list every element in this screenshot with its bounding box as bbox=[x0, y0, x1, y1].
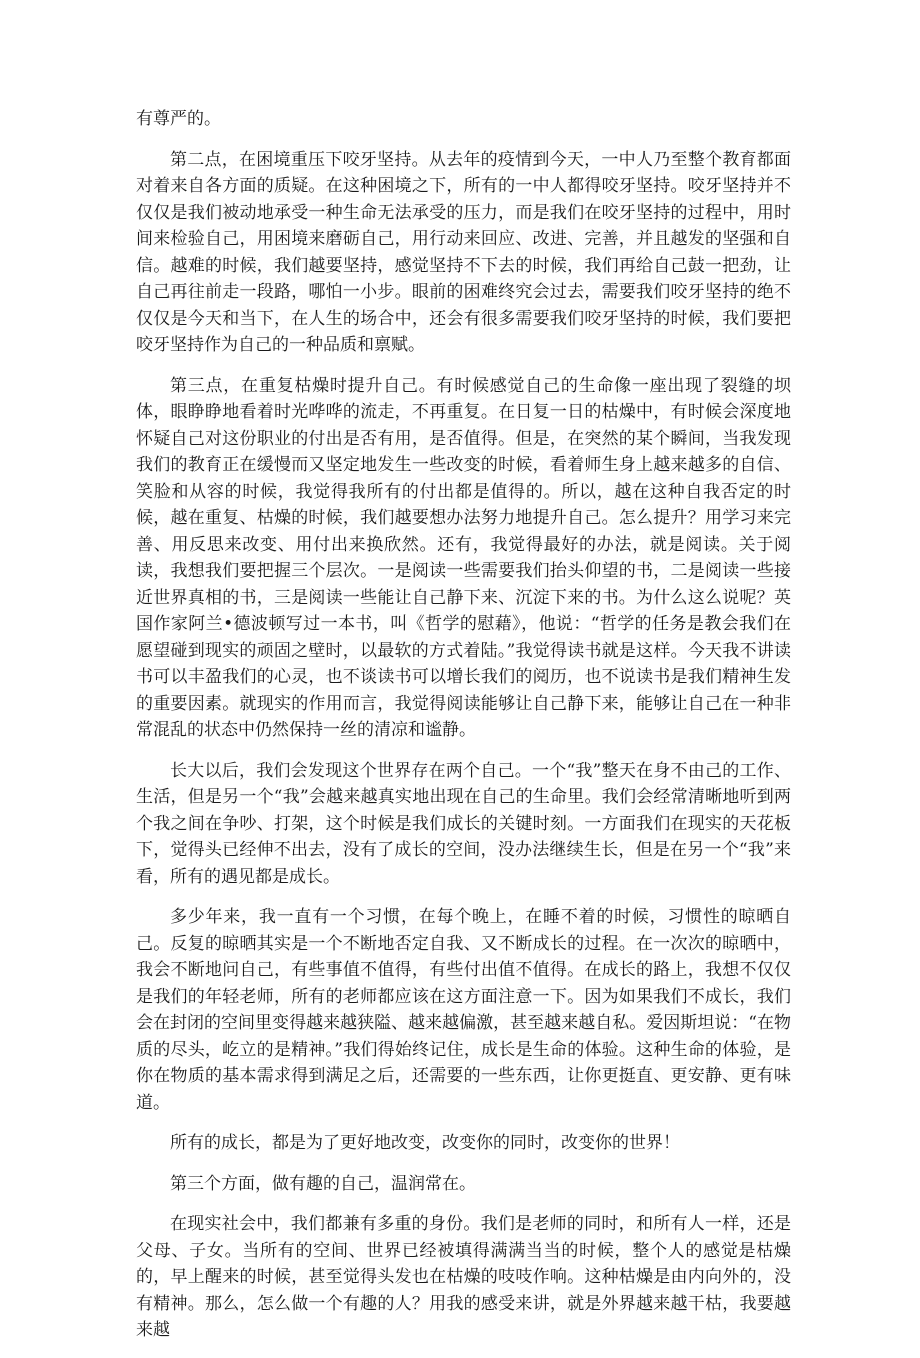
paragraph-continuation: 有尊严的。 bbox=[136, 109, 221, 129]
paragraph-two-selves: 长大以后，我们会发现这个世界存在两个自己。一个“我”整天在身不由己的工作、生活，但是另一个“我”会越来越真实地出现在自己的生命里。我们会经常清晰地听到两个我之间在争吵、打架，这个时候是我们成长的关键时刻。一方面我们在现实的天花板下，觉得头已经伸不出去，没有了成长的空间，没办法继续生长，但是在另一个“我”来看，所有的遇见都是成长。 bbox=[136, 760, 791, 887]
paragraph-persistence: 第二点，在困境重压下咬牙坚持。从去年的疫情到今天，一中人乃至整个教育都面对着来自各方面的质疑。在这种困境之下，所有的一中人都得咬牙坚持。咬牙坚持并不仅仅是我们被动地承受一种生命无法承受的压力，而是我们在咬牙坚持的过程中，用时间来检验自己，用困境来磨砺自己，用行动来回应、改进、完善，并且越发的坚强和自信。越难的时候，我们越要坚持，感觉坚持不下去的时候，我们再给自己鼓一把劲，让自己再往前走一段路，哪怕一小步。眼前的困难终究会过去，需要我们咬牙坚持的绝不仅仅是今天和当下，在人生的场合中，还会有很多需要我们咬牙坚持的时候，我们要把咬牙坚持作为自己的一种品质和禀赋。 bbox=[136, 149, 791, 355]
paragraph-growth-summary: 所有的成长，都是为了更好地改变，改变你的同时，改变你的世界！ bbox=[170, 1133, 680, 1153]
document-body bbox=[136, 106, 791, 1358]
paragraph-interesting-self: 在现实社会中，我们都兼有多重的身份。我们是老师的同时，和所有人一样，还是父母、子女。当所有的空间、世界已经被填得满满当当的时候，整个人的感觉是枯燥的，早上醒来的时候，甚至觉得头发也在枯燥的吱吱作响。这种枯燥是由内向外的，没有精神。那么，怎么做一个有趣的人？用我的感受来讲，就是外界越来越干枯，我要越来越 bbox=[136, 1214, 791, 1340]
paragraph-section-heading: 第三个方面，做有趣的自己，温润常在。 bbox=[170, 1173, 476, 1194]
paragraph-self-improvement: 第三点，在重复枯燥时提升自己。有时候感觉自己的生命像一座出现了裂缝的坝体，眼睁睁地看着时光哗哗的流走，不再重复。在日复一日的枯燥中，有时候会深度地怀疑自己对这份职业的付出是否有用，是否值得。但是，在突然的某个瞬间，当我发现我们的教育正在缓慢而又坚定地发生一些改变的时候，看着师生身上越来越多的自信、笑脸和从容的时候，我觉得我所有的付出都是值得的。所以，越在这种自我否定的时候，越在重复、枯燥的时候，我们越要想办法努力地提升自己。怎么提升？用学习来完善、用反思来改变、用付出来换欣然。还有，我觉得最好的办法，就是阅读。关于阅读，我想我们要把握三个层次。一是阅读一些需要我们抬头仰望的书，二是阅读一些接近世界真相的书，三是阅读一些能让自己静下来、沉淀下来的书。为什么这么说呢？英国作家阿兰•德波顿写过一本书，叫《哲学的慰藉》，他说：“哲学的任务是教会我们在愿望碰到现实的顽固之壁时，以最软的方式着陆。”我觉得读书就是这样。今天我不讲读书可以丰盈我们的心灵，也不谈读书可以增长我们的阅历，也不说读书是我们精神生发的重要因素。就现实的作用而言，我觉得阅读能够让自己静下来，能够让自己在一种非常混乱的状态中仍然保持一丝的清凉和谧静。 bbox=[136, 375, 791, 740]
paragraph-reflection: 多少年来，我一直有一个习惯，在每个晚上，在睡不着的时候，习惯性的晾晒自己。反复的晾晒其实是一个不断地否定自我、又不断成长的过程。在一次次的晾晒中，我会不断地问自己，有些事值不值得，有些付出值不值得。在成长的路上，我想不仅仅是我们的年轻老师，所有的老师都应该在这方面注意一下。因为如果我们不成长，我们会在封闭的空间里变得越来越狭隘、越来越偏激，甚至越来越自私。爱因斯坦说：“在物质的尽头，屹立的是精神。”我们得始终记住，成长是生命的体验。这种生命的体验，是你在物质的基本需求得到满足之后，还需要的一些东西，让你更挺直、更安静、更有味道。 bbox=[136, 907, 791, 1113]
